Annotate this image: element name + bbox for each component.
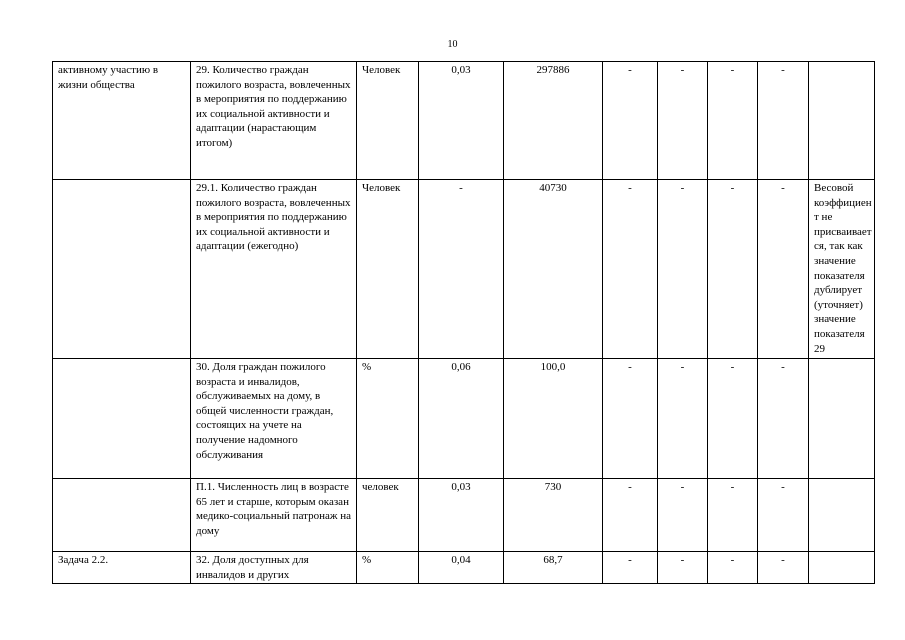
task-cell: Задача 2.2. — [53, 552, 191, 584]
note-cell — [809, 479, 875, 552]
value-cell: 297886 — [504, 62, 603, 180]
task-cell — [53, 180, 191, 359]
year-cell: - — [658, 359, 708, 479]
value-cell: 100,0 — [504, 359, 603, 479]
year-cell: - — [758, 359, 809, 479]
weight-cell: 0,06 — [419, 359, 504, 479]
value-cell: 68,7 — [504, 552, 603, 584]
year-cell: - — [603, 479, 658, 552]
year-cell: - — [758, 180, 809, 359]
year-cell: - — [658, 552, 708, 584]
value-cell: 40730 — [504, 180, 603, 359]
note-cell — [809, 359, 875, 479]
table-row — [53, 479, 875, 552]
year-cell: - — [603, 62, 658, 180]
year-cell: - — [708, 479, 758, 552]
task-cell — [53, 479, 191, 552]
year-cell: - — [708, 359, 758, 479]
note-cell — [809, 62, 875, 180]
task-cell: активному участию в жизни общества — [53, 62, 191, 180]
indicator-cell: 29. Количество граждан пожилого возраста, вовлеченных в мероприятия по поддержанию их социальной активности и адаптации (нарастающим итогом) — [191, 62, 357, 180]
table-row — [53, 552, 875, 584]
indicator-cell: 32. Доля доступных для инвалидов и других — [191, 552, 357, 584]
unit-cell: Человек — [357, 180, 419, 359]
task-cell — [53, 359, 191, 479]
year-cell: - — [658, 180, 708, 359]
year-cell: - — [758, 479, 809, 552]
value-cell: 730 — [504, 479, 603, 552]
unit-cell: человек — [357, 479, 419, 552]
year-cell: - — [708, 62, 758, 180]
note-cell — [809, 552, 875, 584]
weight-cell: - — [419, 180, 504, 359]
table-row — [53, 180, 875, 359]
unit-cell: % — [357, 552, 419, 584]
note-cell: Весовой коэффициен т не присваивает ся, так как значение показателя дублирует (уточняет) значение показателя 29 — [809, 180, 875, 359]
year-cell: - — [603, 359, 658, 479]
indicator-cell: П.1. Численность лиц в возрасте 65 лет и старше, которым оказан медико-социальный патронаж на дому — [191, 479, 357, 552]
weight-cell: 0,03 — [419, 62, 504, 180]
year-cell: - — [658, 479, 708, 552]
year-cell: - — [603, 180, 658, 359]
year-cell: - — [658, 62, 708, 180]
table-row — [53, 62, 875, 180]
year-cell: - — [708, 552, 758, 584]
indicator-cell: 29.1. Количество граждан пожилого возраста, вовлеченных в мероприятия по поддержанию их социальной активности и адаптации (ежегодно) — [191, 180, 357, 359]
unit-cell: % — [357, 359, 419, 479]
year-cell: - — [758, 62, 809, 180]
year-cell: - — [758, 552, 809, 584]
year-cell: - — [603, 552, 658, 584]
indicator-cell: 30. Доля граждан пожилого возраста и инвалидов, обслуживаемых на дому, в общей численности граждан, состоящих на учете на получение надомного обслуживания — [191, 359, 357, 479]
year-cell: - — [708, 180, 758, 359]
weight-cell: 0,03 — [419, 479, 504, 552]
indicators-table — [52, 61, 875, 584]
unit-cell: Человек — [357, 62, 419, 180]
weight-cell: 0,04 — [419, 552, 504, 584]
page-number: 10 — [447, 39, 458, 50]
table-row — [53, 359, 875, 479]
